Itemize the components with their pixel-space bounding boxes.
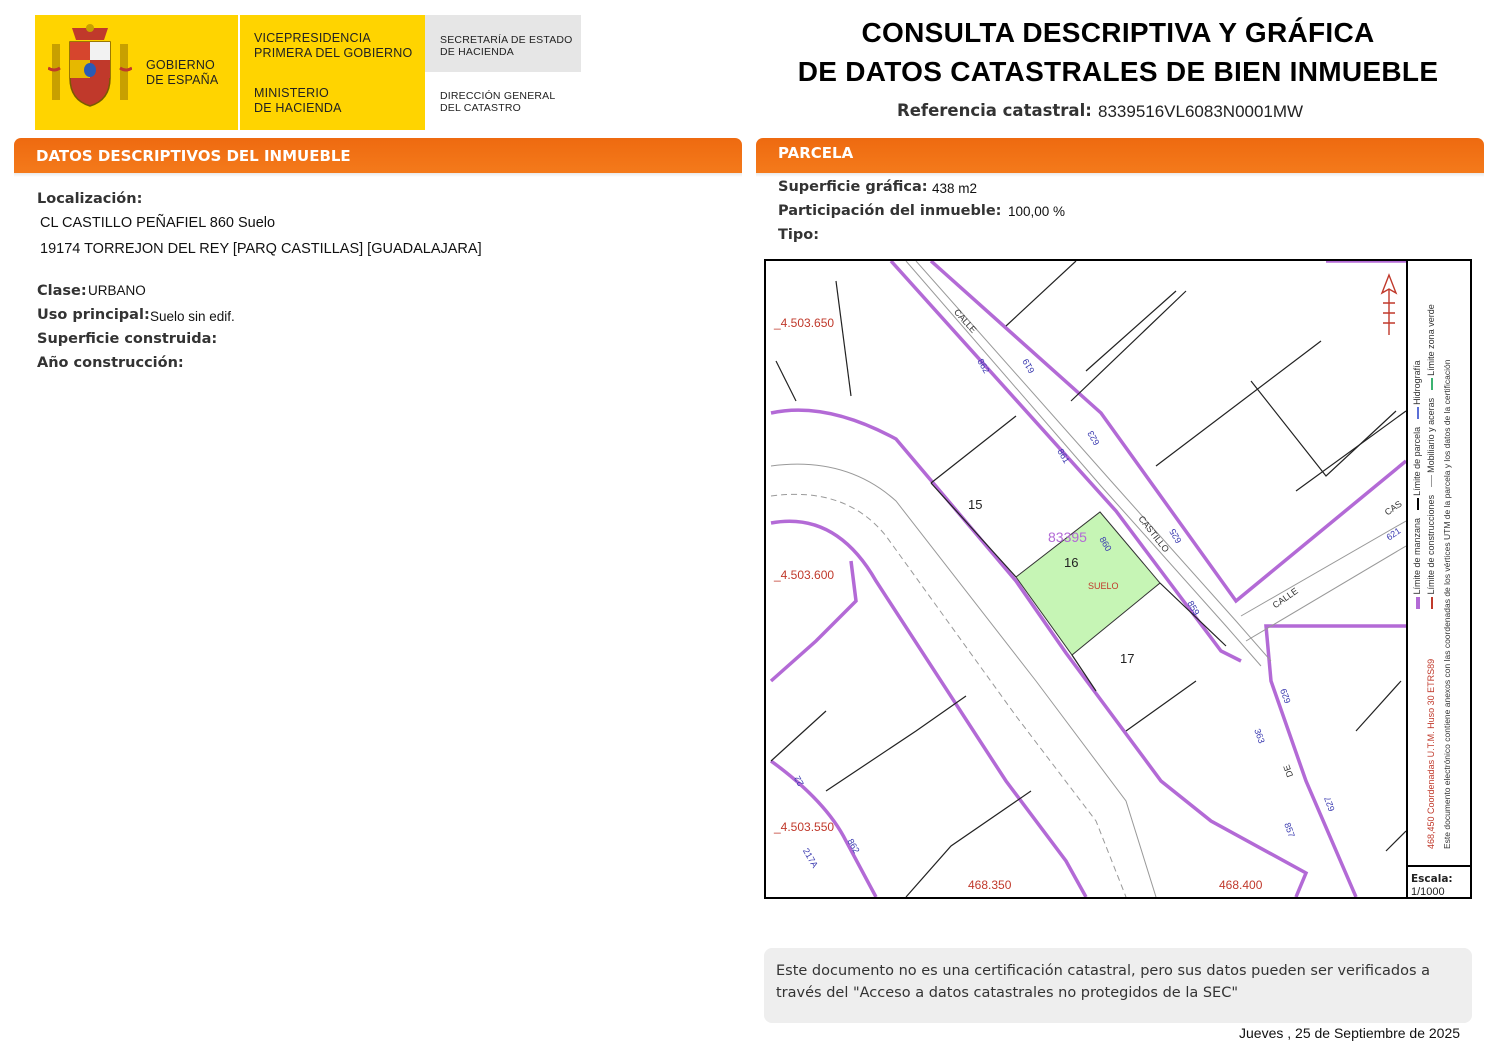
house-number: 363 [1252, 727, 1267, 745]
page-title-line1: CONSULTA DESCRIPTIVA Y GRÁFICA [861, 17, 1375, 48]
street-name: CALLE [952, 307, 979, 335]
section-title-datos: DATOS DESCRIPTIVOS DEL INMUEBLE [36, 147, 351, 165]
gobierno-text: GOBIERNO DE ESPAÑA [146, 58, 219, 87]
legend-swatch-zona-verde [1431, 378, 1433, 390]
legend-item: Hidrografía [1412, 360, 1422, 405]
coord-x-label: 468.400 [1219, 878, 1263, 892]
legend-rotated [1410, 269, 1472, 899]
uso-value: Suelo sin edif. [150, 309, 235, 324]
legend-coords: 468,450 Coordenadas U.T.M. Huso 30 ETRS89 [1426, 658, 1436, 849]
house-number: 627 [1322, 795, 1337, 813]
scale-value: 1/1000 [1411, 886, 1445, 898]
house-number: 859 [1185, 598, 1202, 618]
disclaimer-line1: Este documento no es una certificación catastral, pero sus datos pueden ser verificados a [776, 963, 1431, 979]
anio-construccion-label: Año construcción: [37, 355, 184, 371]
document-date: Jueves , 25 de Septiembre de 2025 [1239, 1025, 1461, 1041]
direccion-text: DIRECCIÓN GENERAL DEL CATASTRO [440, 90, 556, 114]
legend-item: Límite de parcela [1412, 426, 1422, 496]
map-legend [1406, 261, 1472, 897]
legend-swatch-hidrografia [1417, 407, 1419, 419]
street-name: CALLE [1270, 585, 1300, 611]
legend-item: Límite de construcciones [1426, 494, 1436, 595]
page-title-line2: DE DATOS CATASTRALES DE BIEN INMUEBLE [797, 56, 1439, 87]
house-number: 619 [1020, 356, 1037, 376]
section-bar-datos [14, 138, 742, 173]
map-drawing [766, 261, 1406, 897]
house-number: 857 [1282, 821, 1297, 839]
legend-item: Límite de manzana [1412, 517, 1422, 595]
superficie-grafica-value: 438 m2 [932, 181, 978, 196]
disclaimer-note [764, 948, 1472, 1023]
house-number: 862 [845, 836, 862, 856]
localizacion-label: Localización: [37, 191, 143, 207]
section-bar-shadow [14, 173, 742, 177]
participacion-value: 100,00 % [1008, 204, 1066, 219]
house-number: 217A [800, 846, 821, 870]
north-arrow-icon [1378, 273, 1400, 337]
legend-swatch-manzana [1416, 597, 1420, 609]
coord-y-label: _4.503.650 [774, 316, 835, 330]
ref-label: Referencia catastral: [897, 101, 1092, 120]
secretaria-text: SECRETARÍA DE ESTADO DE HACIENDA [440, 34, 573, 58]
participacion-label: Participación del inmueble: [778, 203, 1002, 219]
parcel-number: 17 [1120, 651, 1135, 666]
logo-divider [238, 15, 240, 130]
section-bar-parcela [756, 138, 1484, 173]
parcel-number: 15 [968, 497, 983, 512]
house-number: 621 [1384, 525, 1403, 543]
uso-label: Uso principal: [37, 307, 150, 323]
clase-value: URBANO [88, 283, 146, 298]
house-number: 625 [1167, 526, 1184, 546]
street-name: DE [1281, 763, 1296, 779]
house-number: 861 [1055, 446, 1072, 466]
coord-y-label: _4.503.550 [774, 820, 835, 834]
house-number: 862 [975, 356, 992, 376]
house-number: 623 [1085, 428, 1102, 448]
section-bar-shadow [756, 173, 1484, 177]
scale-label: Escala: [1411, 873, 1453, 885]
ministerio-text: MINISTERIO DE HACIENDA [254, 86, 342, 115]
cadastral-map [764, 259, 1472, 899]
parcel-number: 16 [1064, 555, 1079, 570]
street-name: CAS [1382, 498, 1404, 518]
block-boundary [1266, 626, 1406, 897]
legend-swatch-parcela [1417, 498, 1419, 510]
street-name: CASTILLO [1136, 513, 1172, 555]
legend-item: Límite zona verde [1426, 304, 1436, 376]
clase-label: Clase: [37, 283, 87, 299]
address-line1: CL CASTILLO PEÑAFIEL 860 Suelo [40, 215, 276, 231]
parcel-reference: 83395 [1048, 529, 1087, 545]
legend-swatch-construcciones [1431, 597, 1433, 609]
coord-y-label: _4.503.600 [774, 568, 835, 582]
coord-x-label: 468.350 [968, 878, 1012, 892]
coat-of-arms-icon [48, 22, 132, 114]
house-number: 22 [792, 774, 806, 788]
scale-divider [1408, 865, 1472, 867]
tipo-label: Tipo: [778, 227, 820, 243]
address-line2: 19174 TORREJON DEL REY [PARQ CASTILLAS] [GUADALAJARA] [40, 241, 482, 257]
vicepresidencia-text: VICEPRESIDENCIA PRIMERA DEL GOBIERNO [254, 31, 413, 60]
ref-value: 8339516VL6083N0001MW [1098, 102, 1304, 121]
disclaimer-line2: través del "Acceso a datos catastrales no protegidos de la SEC" [776, 985, 1239, 1001]
superficie-construida-label: Superficie construida: [37, 331, 218, 347]
suelo-label: SUELO [1088, 581, 1119, 591]
legend-note: Este documento electrónico contiene anexos con las coordenadas de los vértices UTM de la parcela y los datos de la certificación [1442, 359, 1452, 849]
section-title-parcela: PARCELA [778, 144, 854, 162]
legend-item: Mobiliario y aceras [1426, 397, 1436, 473]
house-number: 629 [1278, 687, 1293, 705]
legend-swatch-mobiliario [1431, 475, 1432, 487]
house-number: 860 [1097, 534, 1114, 554]
superficie-grafica-label: Superficie gráfica: [778, 179, 928, 195]
